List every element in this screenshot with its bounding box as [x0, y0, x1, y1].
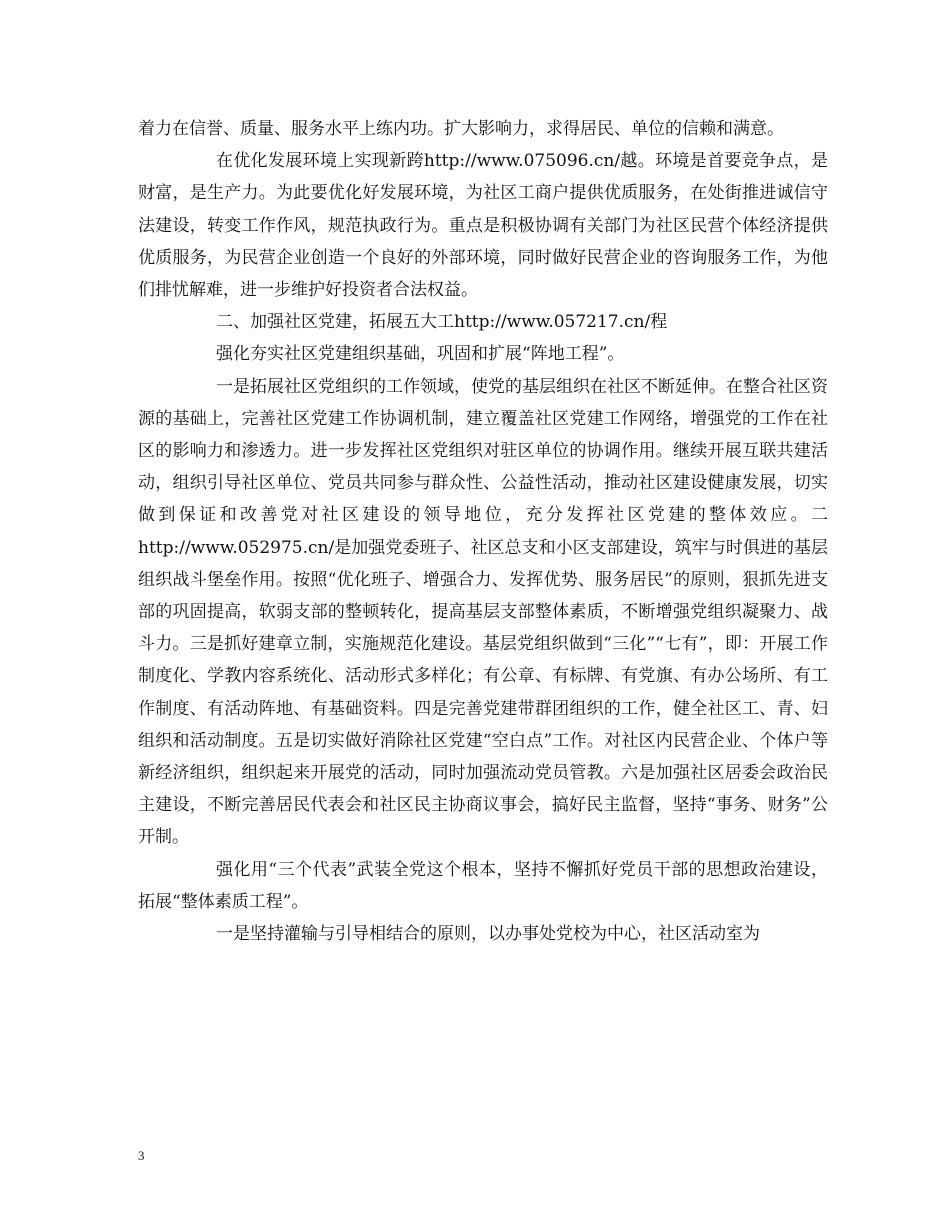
page-number: 3: [138, 1148, 145, 1163]
paragraph: 在优化发展环境上实现新跨http://www.075096.cn/越。环境是首要竞争点，是财富，是生产力。为此要优化好发展环境，为社区工商户提供优质服务，在处街推进诚信守法建设，转变工作作风，规范执政行为。重点是积极协调有关部门为社区民营个体经济提供优质服务，为民营企业创造一个良好的外部环境，同时做好民营企业的咨询服务工作，为他们排忧解难，进一步维护好投资者合法权益。: [138, 151, 828, 301]
paragraph: 着力在信誉、质量、服务水平上练内功。扩大影响力，求得居民、单位的信赖和满意。: [138, 119, 784, 139]
paragraph: 强化夯实社区党建组织基础，巩固和扩展“阵地工程”。: [216, 344, 625, 365]
document-body: [138, 113, 828, 950]
section-heading: 二、加强社区党建，拓展五大工http://www.057217.cn/程: [216, 312, 668, 333]
paragraph: 一是坚持灌输与引导相结合的原则，以办事处党校为中心，社区活动室为: [216, 924, 760, 945]
paragraph: 强化用“三个代表”武装全党这个根本，坚持不懈抓好党员干部的思想政治建设，拓展“整体素质工程”。: [138, 859, 828, 912]
paragraph: 一是拓展社区党组织的工作领域，使党的基层组织在社区不断延伸。在整合社区资源的基础上，完善社区党建工作协调机制，建立覆盖社区党建工作网络，增强党的工作在社区的影响力和渗透力。进一步发挥社区党组织对驻区单位的协调作用。继续开展互联共建活动，组织引导社区单位、党员共同参与群众性、公益性活动，推动社区建设健康发展，切实做到保证和改善党对社区建设的领导地位，充分发挥社区党建的整体效应。二http://www.052975.cn/是加强党委班子、社区总支和小区支部建设，筑牢与时俱进的基层组织战斗堡垒作用。按照“优化班子、增强合力、发挥优势、服务居民”的原则，狠抓先进支部的巩固提高，软弱支部的整顿转化，提高基层支部整体素质，不断增强党组织凝聚力、战斗力。三是抓好建章立制，实施规范化建设。基层党组织做到“三化”“七有”，即：开展工作制度化、学教内容系统化、活动形式多样化；有公章、有标牌、有党旗、有办公场所、有工作制度、有活动阵地、有基础资料。四是完善党建带群团组织的工作，健全社区工、青、妇组织和活动制度。五是切实做好消除社区党建“空白点”工作。对社区内民营企业、个体户等新经济组织，组织起来开展党的活动，同时加强流动党员管教。六是加强社区居委会政治民主建设，不断完善居民代表会和社区民主协商议事会，搞好民主监督，坚持“事务、财务”公开制。: [138, 376, 828, 848]
